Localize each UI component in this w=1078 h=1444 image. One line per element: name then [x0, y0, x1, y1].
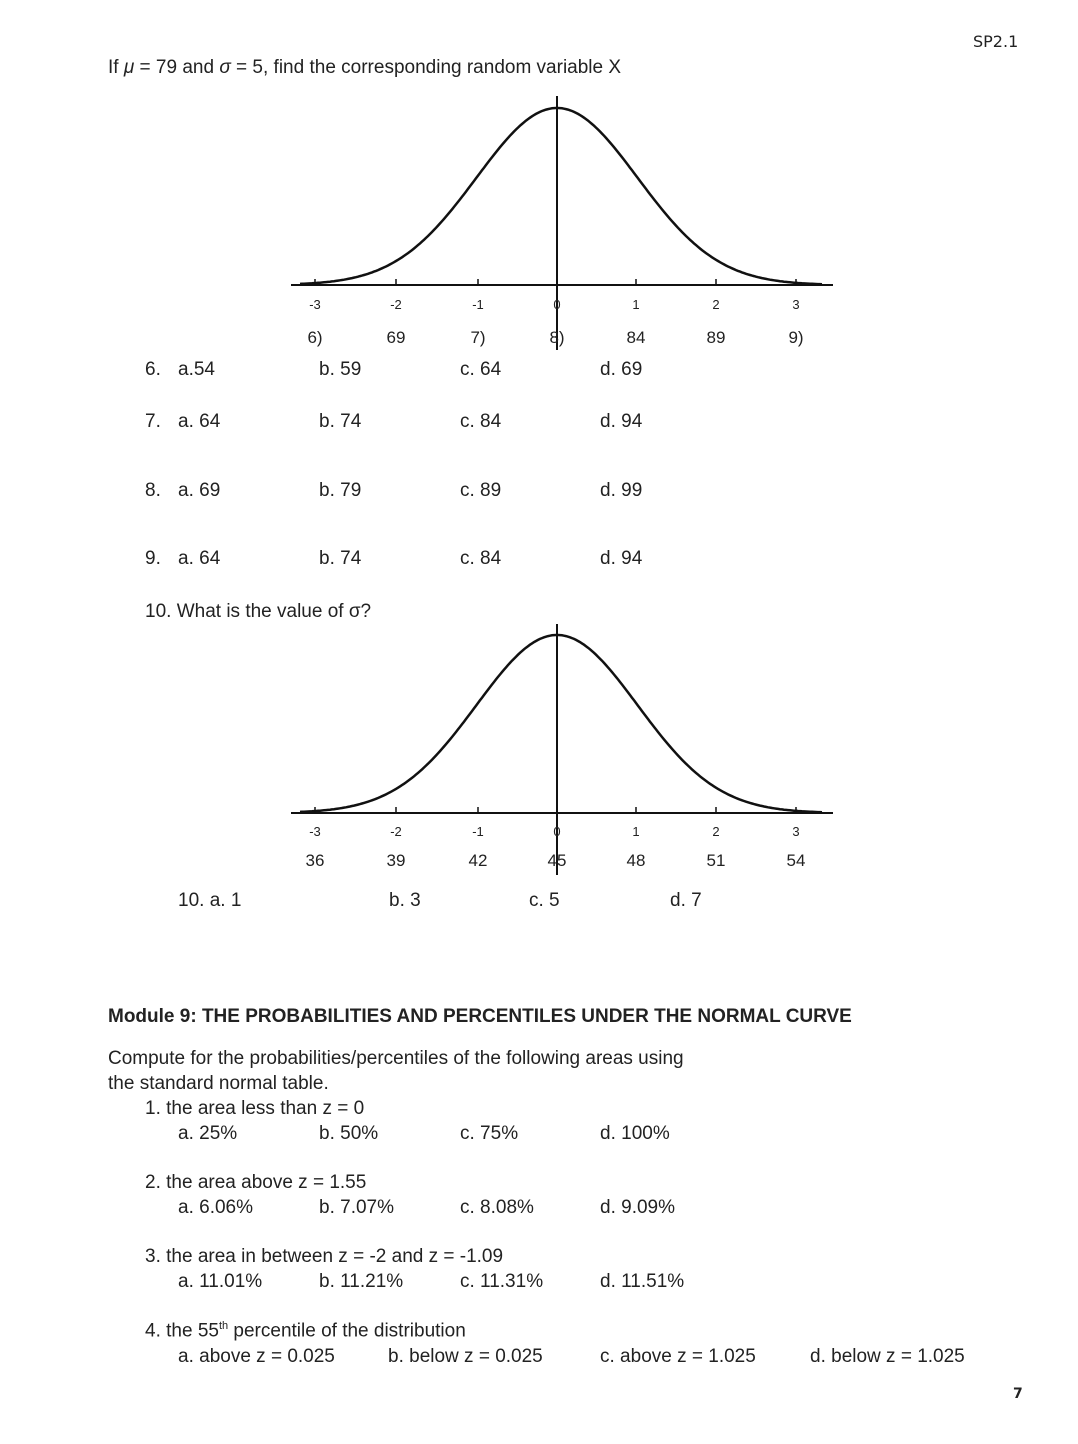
- curve1-z-label: 1: [632, 297, 640, 312]
- mu-symbol: μ: [123, 57, 135, 78]
- curve2-z-label: -2: [390, 824, 402, 839]
- q9-option-a[interactable]: a. 64: [178, 548, 221, 569]
- m4-question: 4. the 55th percentile of the distribution: [145, 1320, 466, 1342]
- curve2-z-label: 1: [632, 824, 640, 839]
- q9-option-c[interactable]: c. 84: [460, 548, 502, 569]
- m1-option-d[interactable]: d. 100%: [600, 1123, 670, 1144]
- q10-option-b[interactable]: b. 3: [389, 890, 421, 911]
- curve2-z-label: 0: [553, 824, 561, 839]
- curve1-z-label: -3: [309, 297, 321, 312]
- q9-number: 9.: [145, 548, 161, 569]
- curve1-z-label: 0: [553, 297, 561, 312]
- q10-option-c[interactable]: c. 5: [529, 890, 560, 911]
- m2-option-a[interactable]: a. 6.06%: [178, 1197, 253, 1218]
- curve1-value-label: 6): [307, 328, 323, 347]
- m4-option-c[interactable]: c. above z = 1.025: [600, 1346, 756, 1367]
- curve1-value-label: 8): [549, 328, 565, 347]
- curve2-value-labels: [306, 851, 806, 870]
- curve2-value-label: 36: [305, 851, 325, 870]
- q7-option-b[interactable]: b. 74: [319, 411, 362, 432]
- module-title: Module 9: THE PROBABILITIES AND PERCENTILES UNDER THE NORMAL CURVE: [108, 1006, 852, 1027]
- m2-option-c[interactable]: c. 8.08%: [460, 1197, 534, 1218]
- curve1-z-labels: [309, 297, 799, 312]
- curve1-value-labels: [307, 328, 803, 347]
- m2-option-b[interactable]: b. 7.07%: [319, 1197, 394, 1218]
- m1-option-a[interactable]: a. 25%: [178, 1123, 238, 1144]
- curve1-value-label: 7): [470, 328, 486, 347]
- q8-option-b[interactable]: b. 79: [319, 480, 362, 501]
- m2-question: 2. the area above z = 1.55: [145, 1172, 367, 1193]
- curve1-z-label: 3: [792, 297, 800, 312]
- sigma-symbol: σ: [219, 57, 231, 78]
- curve2-value-label: 48: [626, 851, 646, 870]
- q6-option-d[interactable]: d. 69: [600, 359, 643, 380]
- curve2-value-label: 45: [547, 851, 567, 870]
- q6-option-c[interactable]: c. 64: [460, 359, 502, 380]
- module-instructions-line1: Compute for the probabilities/percentiles of the following areas using: [108, 1048, 684, 1069]
- curve1-value-label: 9): [788, 328, 804, 347]
- q8-option-a[interactable]: a. 69: [178, 480, 221, 501]
- curve2-value-label: 42: [468, 851, 488, 870]
- q6-option-a[interactable]: a.54: [178, 359, 215, 380]
- q6-option-b[interactable]: b. 59: [319, 359, 362, 380]
- page-number: 7: [1013, 1386, 1023, 1402]
- q7-number: 7.: [145, 411, 161, 432]
- q9-option-d[interactable]: d. 94: [600, 548, 643, 569]
- m3-option-b[interactable]: b. 11.21%: [319, 1271, 404, 1292]
- curve1-z-label: -2: [390, 297, 402, 312]
- m2-option-d[interactable]: d. 9.09%: [600, 1197, 675, 1218]
- m1-question: 1. the area less than z = 0: [145, 1098, 365, 1119]
- q8-number: 8.: [145, 480, 161, 501]
- m3-option-d[interactable]: d. 11.51%: [600, 1271, 685, 1292]
- q7-option-a[interactable]: a. 64: [178, 411, 221, 432]
- curve1-value-label: 89: [706, 328, 726, 347]
- m4-option-b[interactable]: b. below z = 0.025: [388, 1346, 543, 1367]
- q9-option-b[interactable]: b. 74: [319, 548, 362, 569]
- curve1-value-label: 69: [386, 328, 406, 347]
- m1-option-b[interactable]: b. 50%: [319, 1123, 379, 1144]
- curve1-z-label: 2: [712, 297, 720, 312]
- m3-question: 3. the area in between z = -2 and z = -1.09: [145, 1246, 504, 1267]
- intro-text: If μ = 79 and σ = 5, find the corresponding random variable X: [108, 57, 622, 78]
- curve2-z-labels: [309, 824, 799, 839]
- curve2-z-label: -1: [472, 824, 484, 839]
- q10-option-d[interactable]: d. 7: [670, 890, 702, 911]
- q8-option-c[interactable]: c. 89: [460, 480, 502, 501]
- curve2-value-label: 39: [386, 851, 406, 870]
- curve2-value-label: 54: [786, 851, 806, 870]
- curve1-z-label: -1: [472, 297, 484, 312]
- bell-curve-2: [300, 635, 822, 812]
- m1-option-c[interactable]: c. 75%: [460, 1123, 519, 1144]
- m3-option-a[interactable]: a. 11.01%: [178, 1271, 263, 1292]
- q7-option-c[interactable]: c. 84: [460, 411, 502, 432]
- m3-option-c[interactable]: c. 11.31%: [460, 1271, 544, 1292]
- q10-prompt: 10. What is the value of σ?: [145, 601, 372, 622]
- m4-option-a[interactable]: a. above z = 0.025: [178, 1346, 335, 1367]
- curve2-z-label: 3: [792, 824, 800, 839]
- bell-curve-1: [300, 108, 822, 284]
- curve2-z-label: -3: [309, 824, 321, 839]
- q7-option-d[interactable]: d. 94: [600, 411, 643, 432]
- q10-option-a[interactable]: 10. a. 1: [178, 890, 242, 911]
- page-code: SP2.1: [973, 32, 1019, 51]
- m4-option-d[interactable]: d. below z = 1.025: [810, 1346, 965, 1367]
- curve2-z-label: 2: [712, 824, 720, 839]
- q8-option-d[interactable]: d. 99: [600, 480, 643, 501]
- q6-number: 6.: [145, 359, 161, 380]
- module-instructions-line2: the standard normal table.: [108, 1073, 329, 1094]
- curve2-value-label: 51: [706, 851, 726, 870]
- curve1-value-label: 84: [626, 328, 646, 347]
